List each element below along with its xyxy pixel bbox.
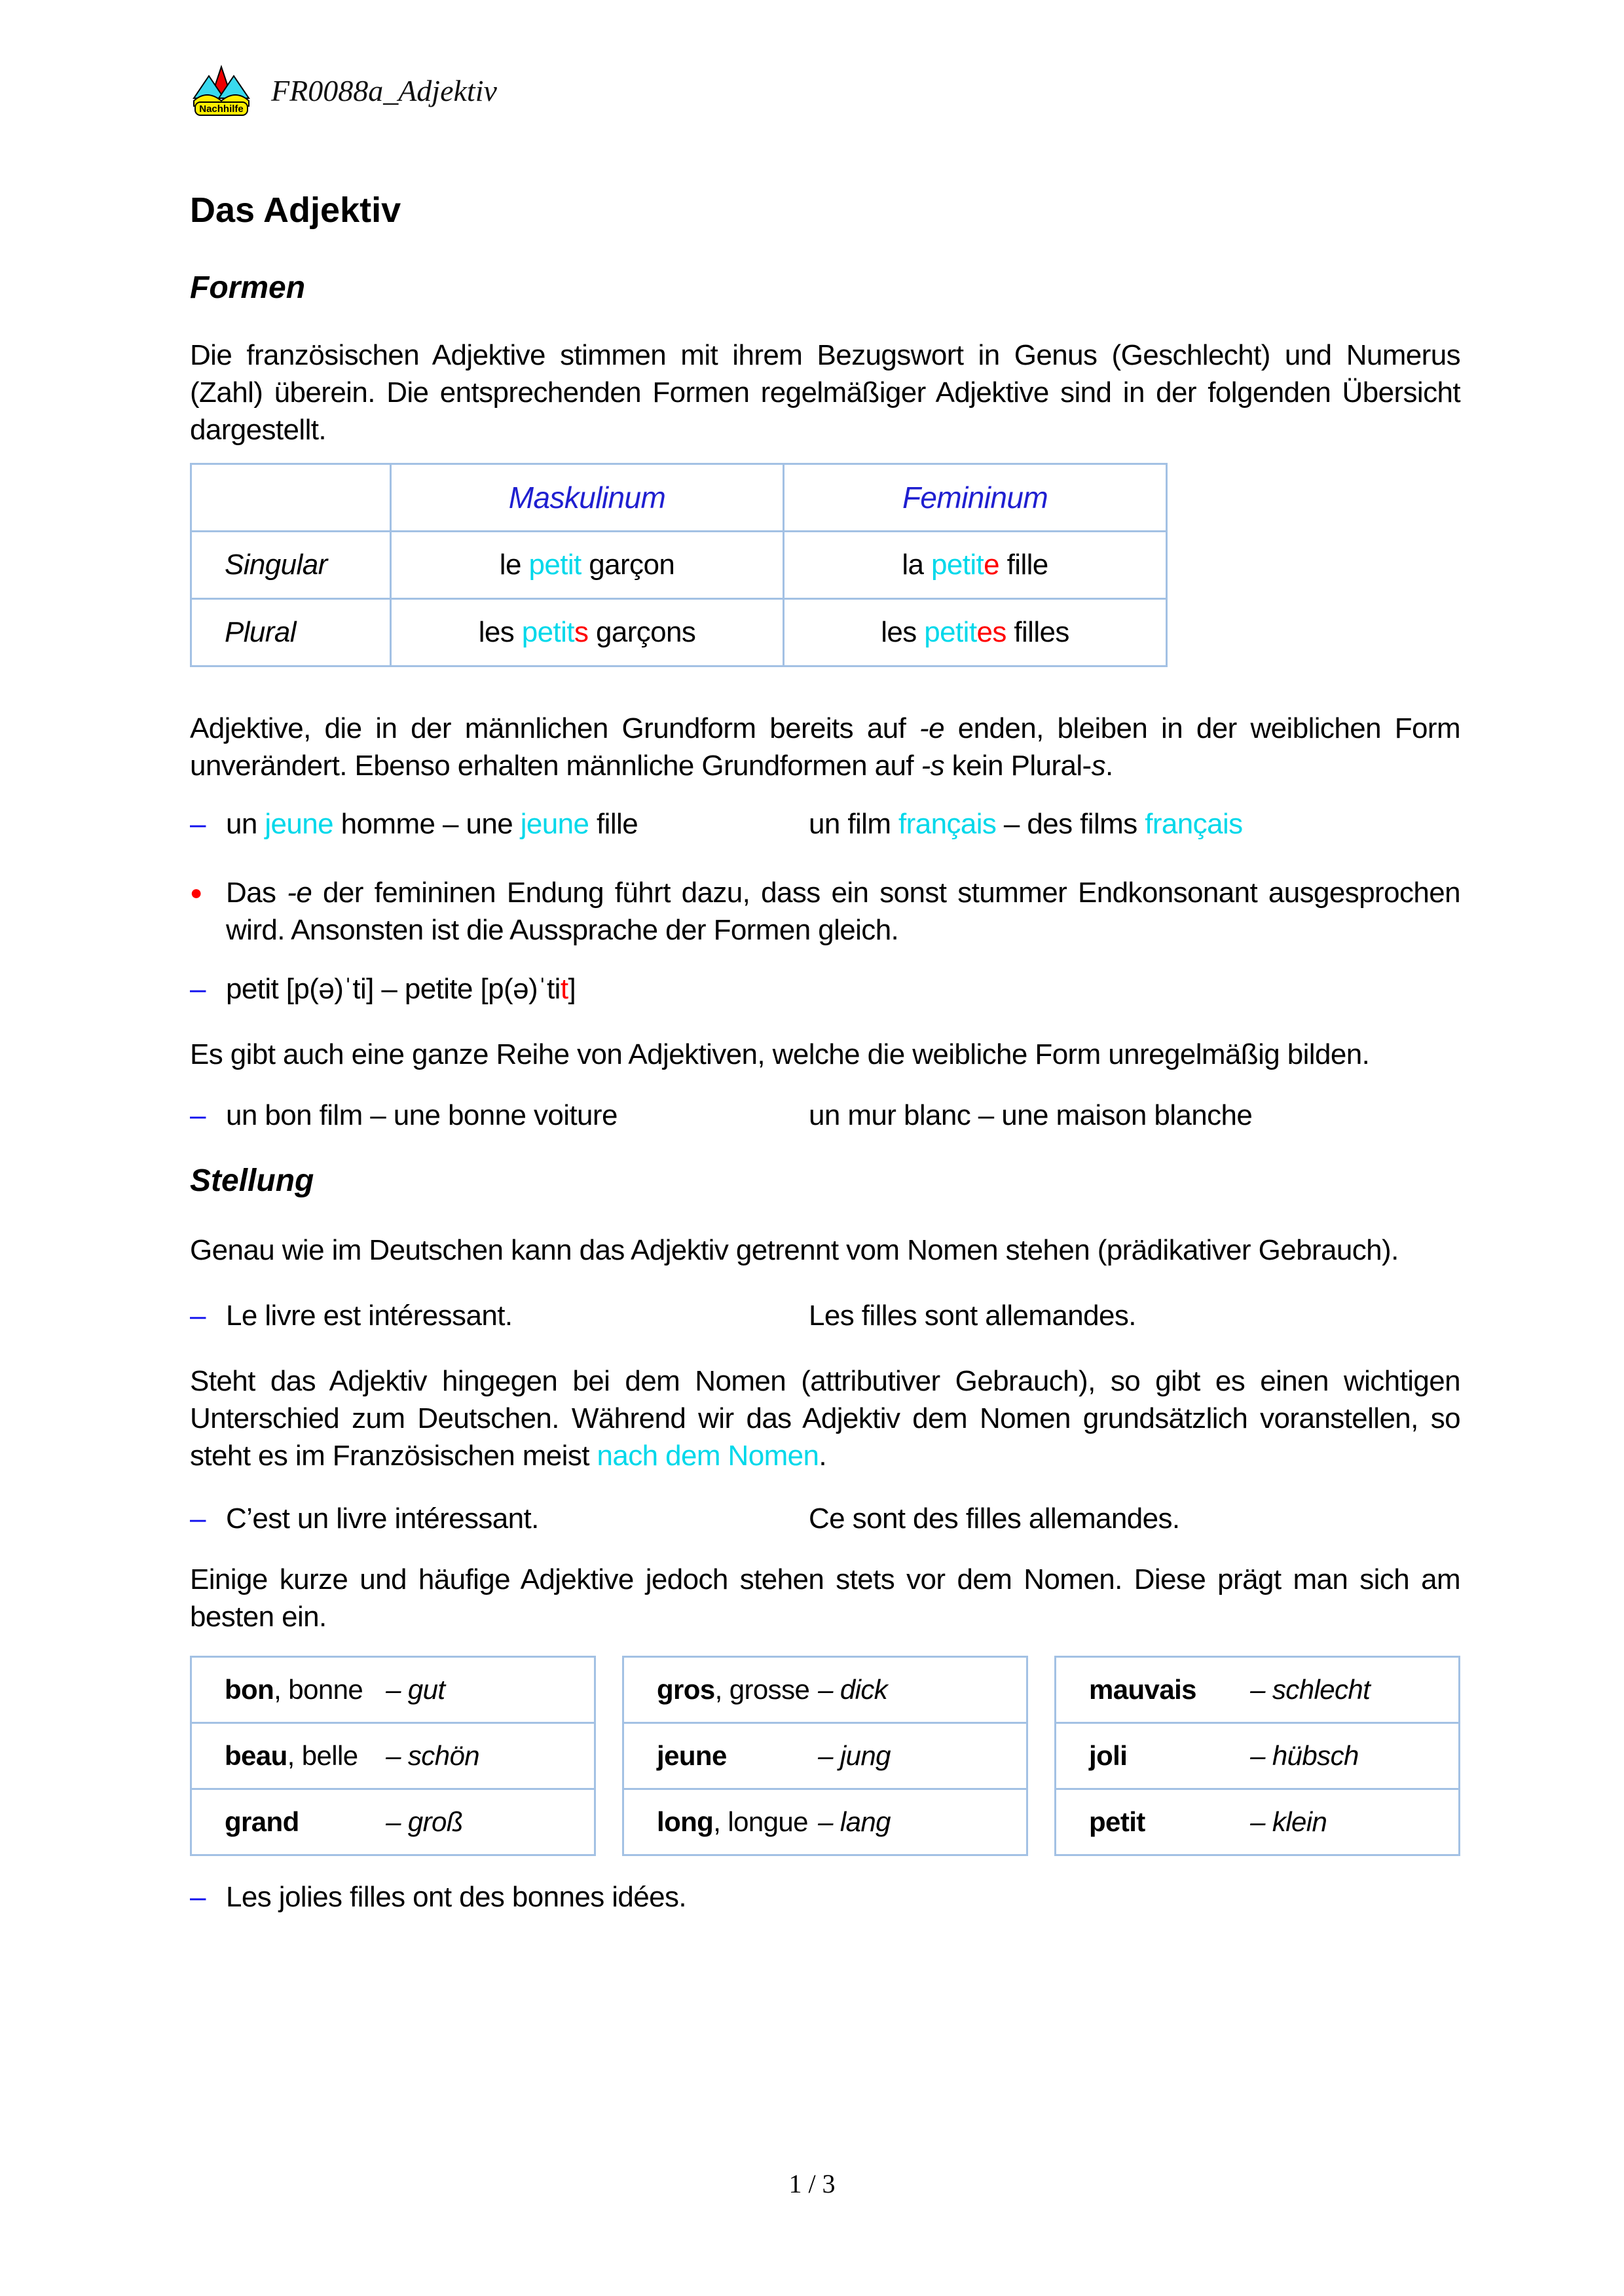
table-row [623,1723,1027,1789]
example-col1: C’est un livre intéressant. [226,1503,539,1535]
table-row [623,1657,1027,1723]
page-title: Das Adjektiv [190,191,401,230]
table-row [1056,1657,1460,1723]
paragraph-einige: Einige kurze und häufige Adjektive jedoch stehen stets vor dem Nomen. Diese prägt man sich am besten ein. [190,1563,1460,1633]
example-bullet-bon [190,1097,1460,1134]
table-row [623,1789,1027,1855]
red-dot-bullet-icon: ● [190,881,202,904]
dash-bullet-icon: – [190,1099,206,1131]
logo-label: Nachhilfe [199,103,244,115]
adjective-table-2 [622,1656,1028,1856]
example-bullet-livre [190,1297,1460,1334]
french-adjective: petit [1089,1806,1145,1837]
page-number: 1 / 3 [788,2169,836,2198]
german-translation: – lang [818,1806,891,1837]
dash-bullet-icon: – [190,1300,206,1332]
french-adjective: joli [1089,1740,1128,1771]
french-adjective: mauvais [1089,1674,1196,1705]
example-col1: un bon film – une bonne voiture [226,1099,618,1131]
german-translation: – schlecht [1250,1674,1371,1705]
example-col2: Les filles sont allemandes. [809,1300,1136,1332]
table-row [191,1723,595,1789]
cell-plural-fem: les petites filles [784,599,1167,666]
adjective-tables [190,1656,1460,1856]
row-label-plural: Plural [191,599,391,666]
example-bullet-cest [190,1500,1460,1537]
forms-table-header-row [191,464,1167,532]
cell-singular-masc: le petit garçon [391,532,784,599]
adjective-table-3 [1054,1656,1460,1856]
cell-singular-fem: la petite fille [784,532,1167,599]
example-bullet-jolies [190,1878,1460,1916]
french-adjective: bon, bonne [225,1674,363,1705]
row-label-singular: Singular [191,532,391,599]
forms-table [190,463,1168,667]
german-translation: – klein [1250,1806,1327,1837]
german-translation: – groß [386,1806,463,1837]
note-text: Das -e der femininen Endung führt dazu, dass ein sonst stummer Endkonsonant ausgesprochen wird. Ansonsten ist die Aussprache der Formen gleich. [226,877,1460,946]
forms-table-header-femininum: Femininum [784,464,1167,532]
french-adjective: grand [225,1806,299,1837]
example-col2: un film français – des films français [809,808,1243,840]
german-translation: – hübsch [1250,1740,1359,1771]
cell-plural-masc: les petits garçons [391,599,784,666]
section-heading-stellung: Stellung [190,1163,314,1198]
dash-bullet-icon: – [190,808,206,840]
dash-bullet-icon: – [190,973,206,1005]
example-col1: un jeune homme – une jeune fille [226,808,638,840]
paragraph-intro: Die französischen Adjektive stimmen mit ihrem Bezugswort in Genus (Geschlecht) und Numerus (Zahl) überein. Die entsprechenden Formen regelmäßiger Adjektive sind in der folgenden Übersicht dargestellt. [190,339,1460,446]
table-row [191,1657,595,1723]
forms-table-corner-cell [191,464,391,532]
example-bullet-jeune [190,805,1460,843]
note-aussprache [190,874,1460,949]
french-adjective: long, longue [657,1806,808,1837]
forms-table-row-singular [191,532,1167,599]
doc-id: FR0088a_Adjektiv [271,73,497,107]
adjective-table-1 [190,1656,596,1856]
example-col1: Le livre est intéressant. [226,1300,513,1332]
page-content [190,0,1460,1916]
paragraph-attributiv: Steht das Adjektiv hingegen bei dem Nomen (attributiver Gebrauch), so gibt es einen wichtigen Unterschied zum Deutschen. Während wir das Adjektiv dem Nomen grundsätzlich voranstellen, so steht es im Französischen meist nach dem Nomen. [190,1365,1460,1472]
french-adjective: beau, belle [225,1740,358,1771]
forms-table-row-plural [191,599,1167,666]
german-translation: – dick [818,1674,888,1705]
example-col2: Ce sont des filles allemandes. [809,1503,1180,1535]
forms-table-header-maskulinum: Maskulinum [391,464,784,532]
table-row [191,1789,595,1855]
paragraph-unregelmaessig: Es gibt auch eine ganze Reihe von Adjektiven, welche die weibliche Form unregelmäßig bilden. [190,1038,1370,1070]
german-translation: – jung [818,1740,891,1771]
german-translation: – schön [386,1740,479,1771]
paragraph-praedikativ: Genau wie im Deutschen kann das Adjektiv getrennt vom Nomen stehen (prädikativer Gebrauch). [190,1234,1399,1266]
example-col2: un mur blanc – une maison blanche [809,1099,1253,1131]
example-bullet-ipa [190,970,1460,1008]
section-heading-formen: Formen [190,270,306,305]
example-text: Les jolies filles ont des bonnes idées. [226,1881,687,1913]
french-adjective: jeune [657,1740,727,1771]
german-translation: – gut [386,1674,445,1705]
example-ipa: petit [p(ə)ˈti] – petite [p(ə)ˈtit] [226,973,576,1005]
table-row [1056,1789,1460,1855]
paragraph-e-endung: Adjektive, die in der männlichen Grundform bereits auf -e enden, bleiben in der weiblichen Form unverändert. Ebenso erhalten männliche Grundformen auf -s kein Plural-s. [190,712,1460,782]
dash-bullet-icon: – [190,1881,206,1913]
dash-bullet-icon: – [190,1503,206,1535]
table-row [1056,1723,1460,1789]
french-adjective: gros, grosse [657,1674,810,1705]
